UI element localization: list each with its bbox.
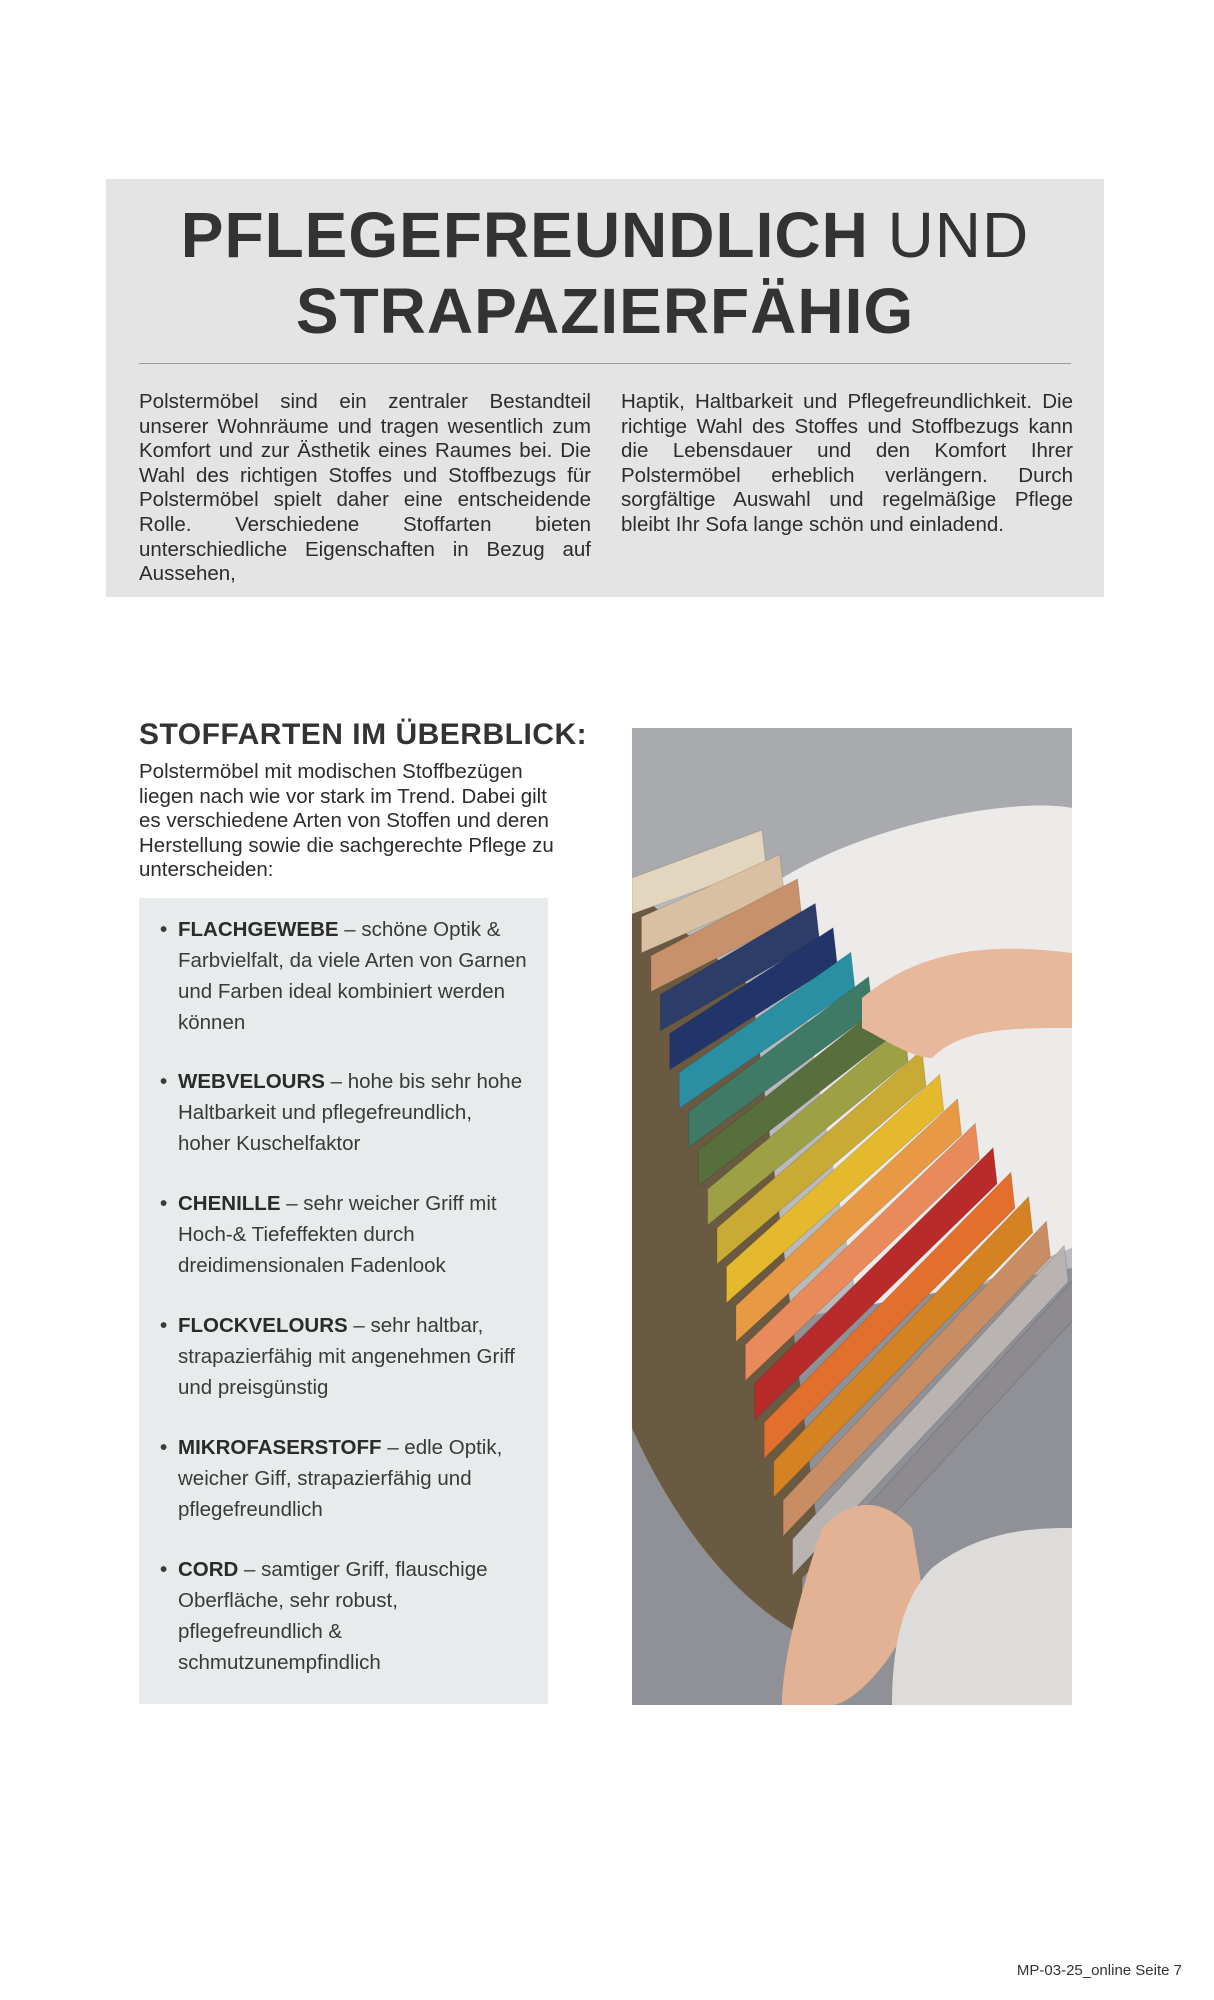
fabric-description: – sehr haltbar, strapazierfähig mit angenehmen Griff und preisgünstig <box>178 1314 515 1399</box>
fabric-swatches-photo <box>632 728 1072 1705</box>
bullet-icon: • <box>160 1192 168 1215</box>
intro-text-right: Haptik, Haltbarkeit und Pflegefreundlichkeit. Die richtige Wahl des Stoffes und Stoffbezugs kann die Lebensdauer und den Komfort Ihrer Polstermöbel erheblich verlängern. Durch sorgfältige Auswahl und regelmäßige Pflege bleibt Ihr Sofa lange schön und einladend. <box>621 390 1073 536</box>
fabric-name: FLOCKVELOURS <box>178 1314 348 1337</box>
fabric-name: WEBVELOURS <box>178 1070 325 1093</box>
header-box <box>106 179 1104 597</box>
page-footer: MP-03-25_online Seite 7 <box>1016 1962 1182 1979</box>
intro-text-left: Polstermöbel sind ein zentraler Bestandteil unserer Wohnräume und tragen wesentlich zum Komfort und zur Ästhetik eines Raumes bei. Die Wahl des richtigen Stoffes und Stoffbezugs für Polstermöbel spielt daher eine entscheidende Rolle. Verschiedene Stoffarten bieten unterschiedliche Eigenschaften in Bezug auf Aussehen, <box>139 390 591 586</box>
fabric-item-mikrofaserstoff <box>160 1432 530 1525</box>
fabric-list <box>139 898 548 1704</box>
fabric-item-cord <box>160 1554 530 1678</box>
bullet-icon: • <box>160 1070 168 1093</box>
fabric-description: – schöne Optik & Farbvielfalt, da viele Arten von Garnen und Farben ideal kombiniert werden können <box>178 918 527 1034</box>
fabric-name: CORD <box>178 1558 239 1581</box>
fabric-name: MIKROFASERSTOFF <box>178 1436 382 1459</box>
title-divider <box>139 363 1071 364</box>
section-heading: STOFFARTEN IM ÜBERBLICK: <box>139 718 588 751</box>
fabric-item-flockvelours <box>160 1310 530 1403</box>
bullet-icon: • <box>160 918 168 941</box>
bullet-icon: • <box>160 1436 168 1459</box>
fabric-description: – edle Optik, weicher Giff, strapazierfähig und pflegefreundlich <box>178 1436 503 1521</box>
swatches-illustration <box>632 728 1072 1705</box>
title-strong-2: STRAPAZIERFÄHIG <box>295 275 915 347</box>
fabric-name: CHENILLE <box>178 1192 281 1215</box>
bullet-icon: • <box>160 1314 168 1337</box>
title-strong-1: PFLEGEFREUNDLICH <box>180 199 869 271</box>
page-title <box>106 197 1104 349</box>
title-light: UND <box>887 199 1030 271</box>
section-intro: Polstermöbel mit modischen Stoffbezügen liegen nach wie vor stark im Trend. Dabei gilt es verschiedene Arten von Stoffen und deren Herstellung sowie die sachgerechte Pflege zu unterscheiden: <box>139 760 554 882</box>
bullet-icon: • <box>160 1558 168 1581</box>
fabric-name: FLACHGEWEBE <box>178 918 339 941</box>
fabric-description: – hohe bis sehr hohe Haltbarkeit und pflegefreundlich, hoher Kuschelfaktor <box>178 1070 523 1155</box>
fabric-item-flachgewebe <box>160 914 530 1038</box>
fabric-item-chenille <box>160 1188 530 1281</box>
fabric-item-webvelours <box>160 1066 530 1159</box>
fabric-description: – samtiger Griff, flauschige Oberfläche, sehr robust, pflegefreundlich & schmutzunempfindlich <box>178 1558 488 1674</box>
fabric-description: – sehr weicher Griff mit Hoch-& Tiefeffekten durch dreidimensionalen Fadenlook <box>178 1192 497 1277</box>
